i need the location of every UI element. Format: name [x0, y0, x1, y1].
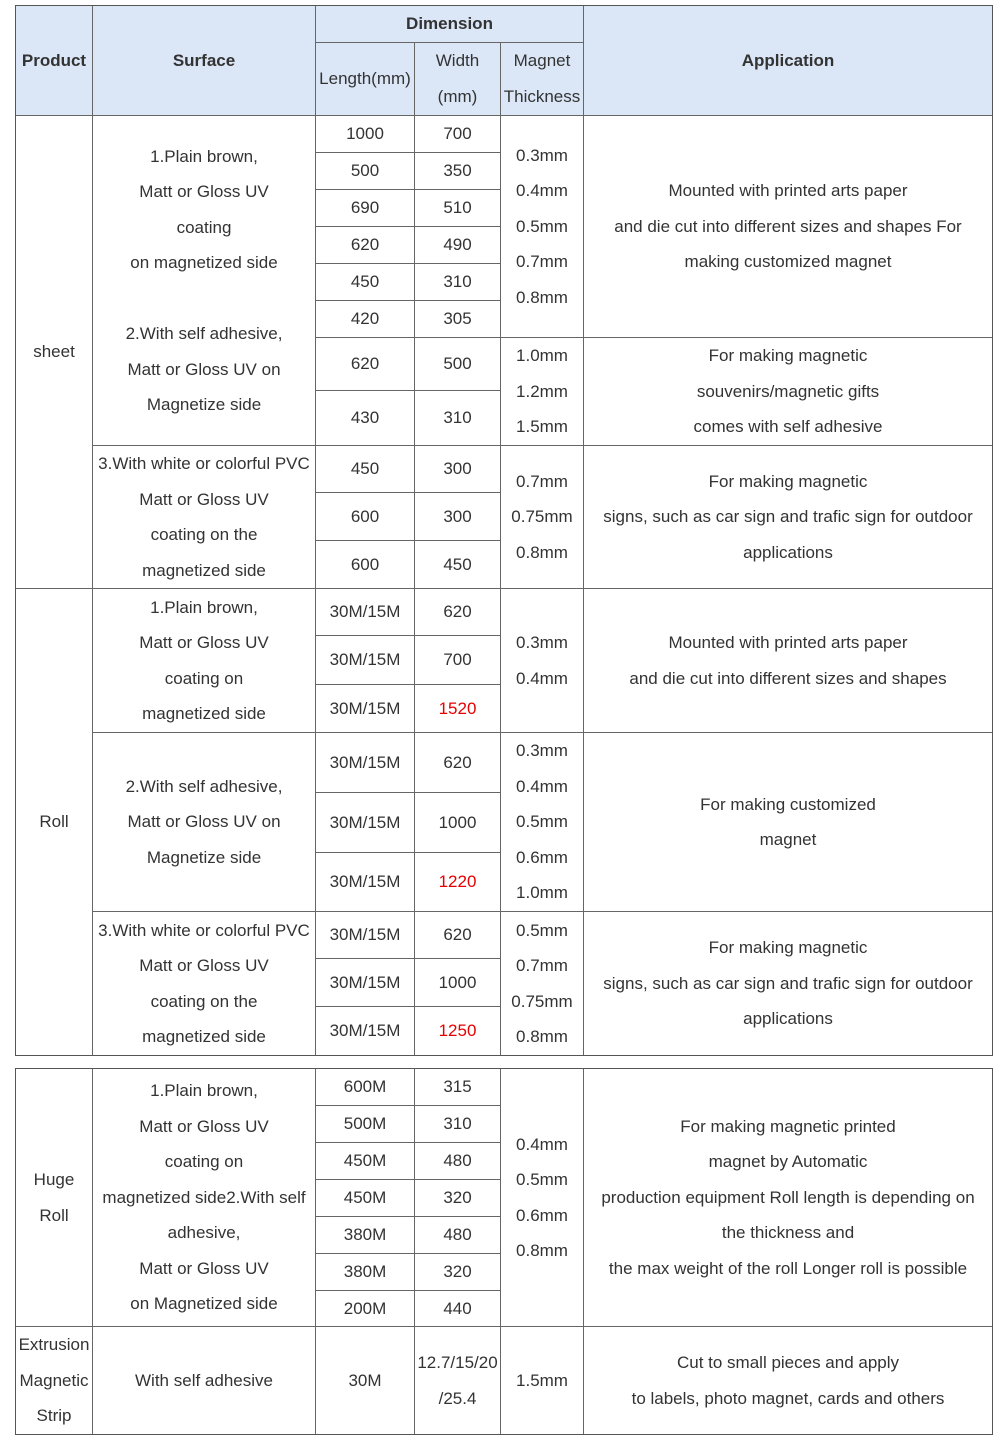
sheet-a-length-cell: 500 [315, 152, 415, 190]
surface-roll-3-line: Matt or Gloss UV [139, 956, 269, 975]
header-width-line: Width [435, 51, 480, 70]
thickness-sheet-b [500, 337, 584, 446]
roll-c-length-cell: 30M/15M [315, 958, 415, 1007]
huge-roll-width-cell: 315 [414, 1068, 501, 1106]
thickness-roll-b [500, 732, 584, 912]
sheet-c-length-cell: 450 [315, 445, 415, 493]
thickness-roll-a-line: 0.3mm [516, 633, 568, 652]
surface-roll-1-line: coating on [164, 668, 244, 688]
sheet-c-width-cell: 300 [414, 492, 501, 541]
surface-roll-3-line: magnetized side [142, 1027, 266, 1046]
application-sheet-a-line: Mounted with printed arts paper [668, 181, 908, 201]
sheet-c-width-cell: 300 [414, 445, 501, 493]
roll-b-length-cell: 30M/15M [315, 732, 415, 793]
sheet-a-length-cell: 1000 [315, 115, 415, 153]
application-huge-roll-line: the max weight of the roll Longer roll is possible [608, 1258, 968, 1278]
surface-roll-3-line: 3.With white or colorful PVC [98, 920, 310, 940]
roll-c-length-cell: 30M/15M [315, 1006, 415, 1056]
surface-sheet-3 [92, 445, 316, 589]
sheet-a-length-cell: 690 [315, 189, 415, 227]
thickness-sheet-b-line: 1.2mm [516, 381, 568, 401]
application-roll-c-line: applications [743, 1009, 833, 1029]
product-sheet: sheet [15, 115, 93, 589]
product-strip-line: Magnetic [19, 1370, 89, 1390]
surface-sheet-1-2-line [202, 281, 207, 317]
application-sheet-a-line: making customized magnet [684, 252, 892, 272]
thickness-sheet-b-line: 1.0mm [516, 346, 568, 366]
surface-huge-roll-line: 1.Plain brown, [150, 1081, 258, 1101]
sheet-b-length-cell: 430 [315, 390, 415, 446]
application-sheet-b-line: For making magnetic [708, 346, 868, 366]
surface-huge-roll-line: Matt or Gloss UV [139, 1116, 269, 1136]
huge-roll-width-cell: 480 [414, 1142, 501, 1180]
application-sheet-b-line: souvenirs/magnetic gifts [696, 381, 880, 401]
thickness-roll-c-line: 0.75mm [511, 991, 573, 1011]
sheet-a-width-cell: 350 [414, 152, 501, 190]
application-roll-c-line: signs, such as car sign and trafic sign for outdoor [603, 973, 973, 993]
roll-c-length-cell: 30M/15M [315, 911, 415, 959]
thickness-strip: 1.5mm [500, 1326, 584, 1435]
thickness-roll-b-line: 0.3mm [516, 741, 568, 761]
product-huge-roll-line: Roll [39, 1205, 69, 1225]
application-sheet-c-line: signs, such as car sign and trafic sign for outdoor [603, 507, 973, 527]
thickness-roll-a [500, 588, 584, 733]
surface-sheet-1-2-line: 2.With self adhesive, [125, 324, 283, 343]
surface-roll-2-line: 2.With self adhesive, [125, 776, 283, 796]
huge-roll-length-cell: 380M [315, 1216, 415, 1254]
application-huge-roll-line: the thickness and [721, 1223, 855, 1243]
roll-a-width-cell: 1520 [414, 684, 501, 733]
thickness-huge-roll-line: 0.4mm [516, 1134, 568, 1154]
roll-b-width-cell: 1000 [414, 792, 501, 853]
surface-sheet-1-2-line: Matt or Gloss UV on [127, 359, 281, 379]
roll-a-length-cell: 30M/15M [315, 635, 415, 685]
sheet-b-length-cell: 620 [315, 337, 415, 391]
thickness-sheet-a [500, 115, 584, 338]
surface-sheet-3-line: coating on the [150, 525, 258, 544]
surface-huge-roll-line: on Magnetized side [130, 1294, 278, 1314]
sheet-a-length-cell: 450 [315, 263, 415, 301]
application-roll-b-line: magnet [759, 830, 817, 849]
application-roll-b [583, 732, 993, 912]
thickness-sheet-c-line: 0.75mm [511, 507, 573, 527]
surface-roll-3 [92, 911, 316, 1056]
application-sheet-c [583, 445, 993, 589]
surface-sheet-3-line: 3.With white or colorful PVC [98, 454, 310, 473]
roll-b-width-cell: 620 [414, 732, 501, 793]
application-strip-line: Cut to small pieces and apply [676, 1353, 900, 1372]
application-sheet-a-line: and die cut into different sizes and shapes For [614, 216, 962, 236]
huge-roll-width-cell: 440 [414, 1290, 501, 1327]
application-huge-roll-line: production equipment Roll length is depending on [601, 1187, 975, 1207]
product-strip-line: Strip [36, 1406, 72, 1426]
application-huge-roll-line: For making magnetic printed [680, 1116, 896, 1136]
huge-roll-length-cell: 450M [315, 1142, 415, 1180]
header-product: Product [15, 5, 93, 116]
application-strip [583, 1326, 993, 1435]
surface-sheet-1-2-line: on magnetized side [130, 253, 278, 272]
thickness-huge-roll [500, 1068, 584, 1327]
roll-c-width-cell: 1000 [414, 958, 501, 1007]
huge-roll-length-cell: 500M [315, 1105, 415, 1143]
roll-a-length-cell: 30M/15M [315, 588, 415, 636]
surface-roll-1 [92, 588, 316, 733]
surface-huge-roll-line: magnetized side2.With self [102, 1187, 306, 1207]
surface-roll-3-line: coating on the [150, 991, 258, 1011]
thickness-roll-b-line: 0.4mm [516, 776, 568, 796]
thickness-roll-b-line: 0.5mm [516, 812, 568, 832]
huge-roll-width-cell: 320 [414, 1179, 501, 1217]
header-application: Application [583, 5, 993, 116]
product-strip-line: Extrusion [18, 1335, 90, 1355]
sheet-a-width-cell: 305 [414, 300, 501, 338]
surface-strip: With self adhesive [92, 1326, 316, 1435]
strip-width-cell [414, 1326, 501, 1435]
thickness-roll-c-line: 0.7mm [516, 956, 568, 975]
product-strip [15, 1326, 93, 1435]
surface-sheet-3-line: magnetized side [142, 560, 266, 580]
application-roll-a [583, 588, 993, 733]
header-thickness [500, 42, 584, 116]
sheet-c-length-cell: 600 [315, 540, 415, 589]
application-roll-c [583, 911, 993, 1056]
header-dimension: Dimension [315, 5, 584, 43]
thickness-sheet-a-line: 0.4mm [516, 181, 568, 201]
thickness-huge-roll-line: 0.5mm [516, 1170, 568, 1189]
sheet-a-width-cell: 700 [414, 115, 501, 153]
surface-sheet-1-2-line: coating [176, 217, 232, 237]
surface-roll-2-line: Magnetize side [146, 847, 262, 867]
product-roll: Roll [15, 588, 93, 1056]
thickness-roll-a-line: 0.4mm [516, 668, 568, 688]
surface-roll-1-line: Matt or Gloss UV [139, 633, 269, 652]
huge-roll-length-cell: 600M [315, 1068, 415, 1106]
surface-roll-2 [92, 732, 316, 912]
sheet-a-length-cell: 420 [315, 300, 415, 338]
sheet-c-width-cell: 450 [414, 540, 501, 589]
sheet-b-width-cell: 310 [414, 390, 501, 446]
application-roll-b-line: For making customized [700, 794, 876, 814]
thickness-sheet-c [500, 445, 584, 589]
surface-huge-roll [92, 1068, 316, 1327]
roll-c-width-cell: 620 [414, 911, 501, 959]
surface-huge-roll-line: Matt or Gloss UV [139, 1258, 269, 1278]
thickness-huge-roll-line: 0.8mm [516, 1241, 568, 1260]
application-sheet-b [583, 337, 993, 446]
application-sheet-c-line: applications [743, 542, 833, 562]
thickness-sheet-b-line: 1.5mm [516, 417, 568, 437]
roll-a-width-cell: 620 [414, 588, 501, 636]
strip-width-cell-line: 12.7/15/20 [417, 1353, 498, 1372]
thickness-sheet-a-line: 0.3mm [516, 145, 568, 165]
thickness-roll-c-line: 0.8mm [516, 1027, 568, 1046]
header-thickness-line: Magnet [513, 51, 571, 70]
application-roll-a-line: Mounted with printed arts paper [668, 633, 908, 652]
application-huge-roll [583, 1068, 993, 1327]
strip-length-cell: 30M [315, 1326, 415, 1435]
surface-roll-1-line: 1.Plain brown, [150, 597, 258, 617]
header-width-line: (mm) [437, 87, 478, 106]
surface-sheet-1-2-line: Matt or Gloss UV [139, 182, 269, 201]
application-huge-roll-line: magnet by Automatic [708, 1152, 868, 1172]
thickness-sheet-a-line: 0.8mm [516, 287, 568, 307]
thickness-roll-c [500, 911, 584, 1056]
sheet-b-width-cell: 500 [414, 337, 501, 391]
thickness-sheet-c-line: 0.8mm [516, 542, 568, 562]
thickness-sheet-c-line: 0.7mm [516, 471, 568, 491]
huge-roll-width-cell: 320 [414, 1253, 501, 1291]
surface-huge-roll-line: coating on [164, 1152, 244, 1172]
application-sheet-a [583, 115, 993, 338]
roll-b-length-cell: 30M/15M [315, 792, 415, 853]
header-width [414, 42, 501, 116]
huge-roll-width-cell: 310 [414, 1105, 501, 1143]
application-sheet-b-line: comes with self adhesive [693, 417, 883, 437]
huge-roll-length-cell: 450M [315, 1179, 415, 1217]
application-sheet-c-line: For making magnetic [708, 471, 868, 491]
header-surface: Surface [92, 5, 316, 116]
thickness-sheet-a-line: 0.5mm [516, 216, 568, 236]
surface-roll-2-line: Matt or Gloss UV on [127, 812, 281, 832]
thickness-huge-roll-line: 0.6mm [516, 1205, 568, 1225]
thickness-roll-c-line: 0.5mm [516, 920, 568, 940]
product-huge-roll [15, 1068, 93, 1327]
header-thickness-line: Thickness [503, 87, 581, 106]
huge-roll-length-cell: 200M [315, 1290, 415, 1327]
application-roll-c-line: For making magnetic [708, 938, 868, 958]
strip-width-cell-line: /25.4 [438, 1388, 477, 1408]
sheet-c-length-cell: 600 [315, 492, 415, 541]
sheet-a-length-cell: 620 [315, 226, 415, 264]
surface-sheet-1-2-line: 1.Plain brown, [150, 146, 258, 166]
application-roll-a-line: and die cut into different sizes and shapes [629, 668, 947, 688]
roll-b-width-cell: 1220 [414, 852, 501, 912]
roll-a-width-cell: 700 [414, 635, 501, 685]
sheet-a-width-cell: 510 [414, 189, 501, 227]
roll-a-length-cell: 30M/15M [315, 684, 415, 733]
surface-sheet-1-2-line: Magnetize side [146, 395, 262, 414]
huge-roll-width-cell: 480 [414, 1216, 501, 1254]
huge-roll-length-cell: 380M [315, 1253, 415, 1291]
product-huge-roll-line: Huge [33, 1170, 75, 1189]
thickness-roll-b-line: 1.0mm [516, 883, 568, 903]
application-strip-line: to labels, photo magnet, cards and others [631, 1388, 945, 1408]
header-length: Length(mm) [315, 42, 415, 116]
surface-huge-roll-line: adhesive, [167, 1223, 241, 1243]
thickness-roll-b-line: 0.6mm [516, 847, 568, 867]
thickness-sheet-a-line: 0.7mm [516, 252, 568, 272]
roll-b-length-cell: 30M/15M [315, 852, 415, 912]
sheet-a-width-cell: 310 [414, 263, 501, 301]
surface-sheet-3-line: Matt or Gloss UV [139, 489, 269, 509]
surface-sheet-1-2 [92, 115, 316, 446]
roll-c-width-cell: 1250 [414, 1006, 501, 1056]
surface-roll-1-line: magnetized side [142, 704, 266, 723]
sheet-a-width-cell: 490 [414, 226, 501, 264]
